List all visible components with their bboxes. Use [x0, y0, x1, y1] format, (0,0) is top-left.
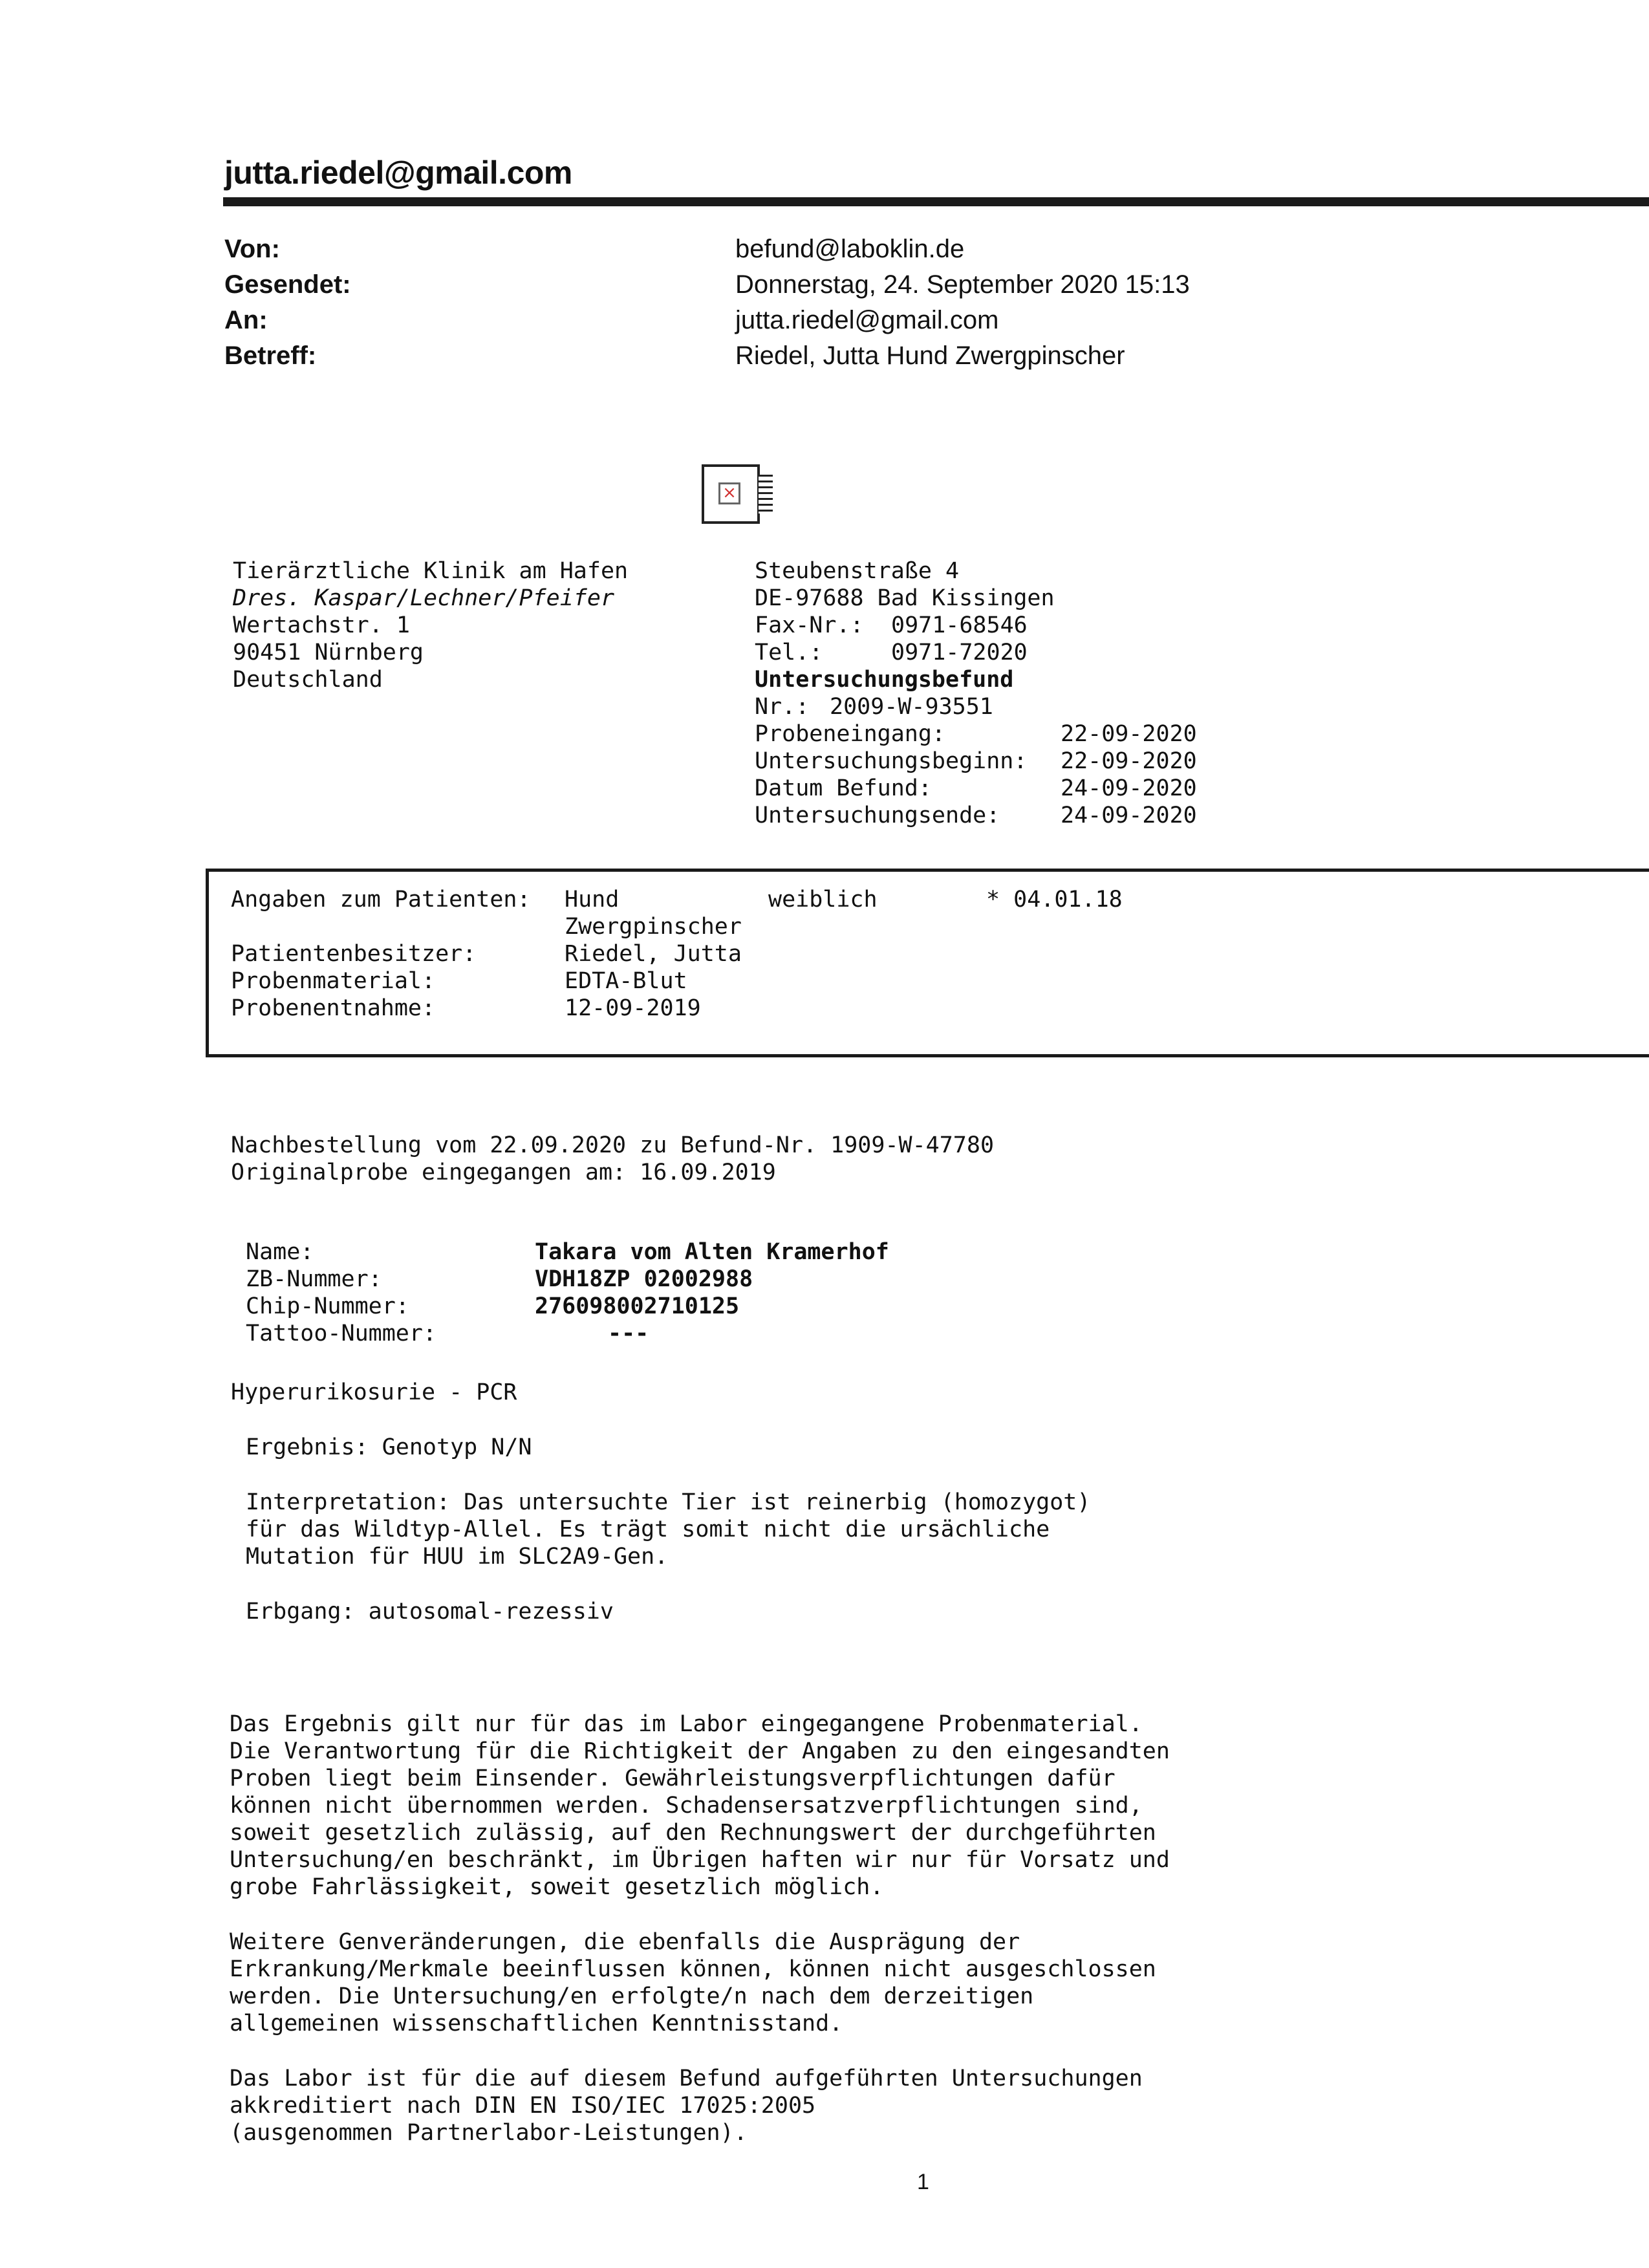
sampling-value: 12-09-2019 — [565, 995, 701, 1021]
patient-birth: * 04.01.18 — [986, 887, 1123, 913]
clinic-doctors: Dres. Kaspar/Lechner/Pfeifer — [233, 585, 615, 611]
patient-species: Hund — [565, 887, 620, 913]
inheritance: Erbgang: autosomal-rezessiv — [246, 1599, 614, 1625]
owner-value: Riedel, Jutta — [565, 941, 742, 967]
sent-label: Gesendet: — [224, 270, 351, 299]
sender-email: jutta.riedel@gmail.com — [224, 155, 572, 191]
lab-fax: 0971-68546 — [891, 612, 1028, 638]
from-value[interactable]: befund@laboklin.de — [735, 235, 965, 263]
disclaimer-line: Proben liegt beim Einsender. Gewährleistungsverpflichtungen dafür — [230, 1766, 1116, 1791]
owner-label: Patientenbesitzer: — [231, 941, 477, 967]
chip-number-value: 276098002710125 — [535, 1293, 740, 1319]
interpretation-line-1: Interpretation: Das untersuchte Tier ist reinerbig (homozygot) — [246, 1489, 1091, 1515]
zb-number-value: VDH18ZP 02002988 — [535, 1266, 753, 1292]
date-label-receipt: Probeneingang: — [755, 721, 946, 747]
broken-image-icon — [702, 464, 760, 524]
disclaimer-line: soweit gesetzlich zulässig, auf den Rechnungswert der durchgeführten — [230, 1820, 1156, 1846]
report-nr: 2009-W-93551 — [830, 694, 993, 720]
to-label: An: — [224, 306, 268, 334]
disclaimer-line: Erkrankung/Merkmale beeinflussen können, können nicht ausgeschlossen — [230, 1956, 1156, 1982]
date-value-start: 22-09-2020 — [1061, 748, 1197, 774]
clinic-country: Deutschland — [233, 667, 383, 693]
lab-tel-label: Tel.: — [755, 640, 823, 665]
tattoo-number-value: --- — [608, 1321, 649, 1346]
animal-name-label: Name: — [246, 1239, 314, 1265]
material-value: EDTA-Blut — [565, 968, 687, 994]
report-title: Untersuchungsbefund — [755, 667, 1014, 693]
lab-fax-label: Fax-Nr.: — [755, 612, 864, 638]
date-label-start: Untersuchungsbeginn: — [755, 748, 1028, 774]
animal-name-value: Takara vom Alten Kramerhof — [535, 1239, 889, 1265]
header-divider — [223, 197, 1649, 206]
lab-street: Steubenstraße 4 — [755, 558, 960, 584]
to-value[interactable]: jutta.riedel@gmail.com — [735, 306, 999, 334]
date-label-report: Datum Befund: — [755, 775, 932, 801]
disclaimer-line: grobe Fahrlässigkeit, soweit gesetzlich möglich. — [230, 1874, 884, 1900]
disclaimer-line: Das Ergebnis gilt nur für das im Labor eingegangene Probenmaterial. — [230, 1711, 1143, 1737]
test-result: Ergebnis: Genotyp N/N — [246, 1434, 532, 1460]
report-nr-label: Nr.: — [755, 694, 810, 720]
interpretation-line-3: Mutation für HUU im SLC2A9-Gen. — [246, 1544, 669, 1570]
patient-sex: weiblich — [768, 887, 878, 913]
original-sample-line: Originalprobe eingegangen am: 16.09.2019 — [231, 1160, 776, 1185]
sent-value: Donnerstag, 24. September 2020 15:13 — [735, 270, 1190, 299]
clinic-street: Wertachstr. 1 — [233, 612, 410, 638]
date-label-end: Untersuchungsende: — [755, 803, 1000, 828]
broken-image-x-icon: × — [718, 482, 740, 504]
date-value-report: 24-09-2020 — [1061, 775, 1197, 801]
sampling-label: Probenentnahme: — [231, 995, 436, 1021]
disclaimer-line: werden. Die Untersuchung/en erfolgte/n nach dem derzeitigen — [230, 1983, 1034, 2009]
disclaimer-line: Die Verantwortung für die Richtigkeit der Angaben zu den eingesandten — [230, 1738, 1170, 1764]
subject-label: Betreff: — [224, 341, 317, 370]
disclaimer-line: (ausgenommen Partnerlabor-Leistungen). — [230, 2120, 748, 2146]
material-label: Probenmaterial: — [231, 968, 436, 994]
disclaimer-line: allgemeinen wissenschaftlichen Kenntnisstand. — [230, 2011, 843, 2036]
chip-number-label: Chip-Nummer: — [246, 1293, 409, 1319]
clinic-city: 90451 Nürnberg — [233, 640, 424, 665]
disclaimer-line: Weitere Genveränderungen, die ebenfalls die Ausprägung der — [230, 1929, 1020, 1955]
lab-tel: 0971-72020 — [891, 640, 1028, 665]
zb-number-label: ZB-Nummer: — [246, 1266, 382, 1292]
test-name: Hyperurikosurie - PCR — [231, 1379, 517, 1405]
disclaimer-line: können nicht übernommen werden. Schadensersatzverpflichtungen sind, — [230, 1793, 1143, 1819]
patient-breed: Zwergpinscher — [565, 914, 742, 940]
date-value-receipt: 22-09-2020 — [1061, 721, 1197, 747]
disclaimer-line: Das Labor ist für die auf diesem Befund aufgeführten Untersuchungen — [230, 2066, 1143, 2091]
interpretation-line-2: für das Wildtyp-Allel. Es trägt somit nicht die ursächliche — [246, 1517, 1050, 1542]
disclaimer-line: akkreditiert nach DIN EN ISO/IEC 17025:2005 — [230, 2093, 816, 2119]
date-value-end: 24-09-2020 — [1061, 803, 1197, 828]
tattoo-number-label: Tattoo-Nummer: — [246, 1321, 437, 1346]
patient-info-label: Angaben zum Patienten: — [231, 887, 531, 913]
page-number: 1 — [917, 2170, 929, 2194]
subject-value: Riedel, Jutta Hund Zwergpinscher — [735, 341, 1125, 370]
image-edge-decoration — [759, 475, 773, 513]
from-label: Von: — [224, 235, 280, 263]
disclaimer-line: Untersuchung/en beschränkt, im Übrigen haften wir nur für Vorsatz und — [230, 1847, 1170, 1873]
reorder-line: Nachbestellung vom 22.09.2020 zu Befund-Nr. 1909-W-47780 — [231, 1132, 995, 1158]
lab-city: DE-97688 Bad Kissingen — [755, 585, 1055, 611]
clinic-name: Tierärztliche Klinik am Hafen — [233, 558, 629, 584]
